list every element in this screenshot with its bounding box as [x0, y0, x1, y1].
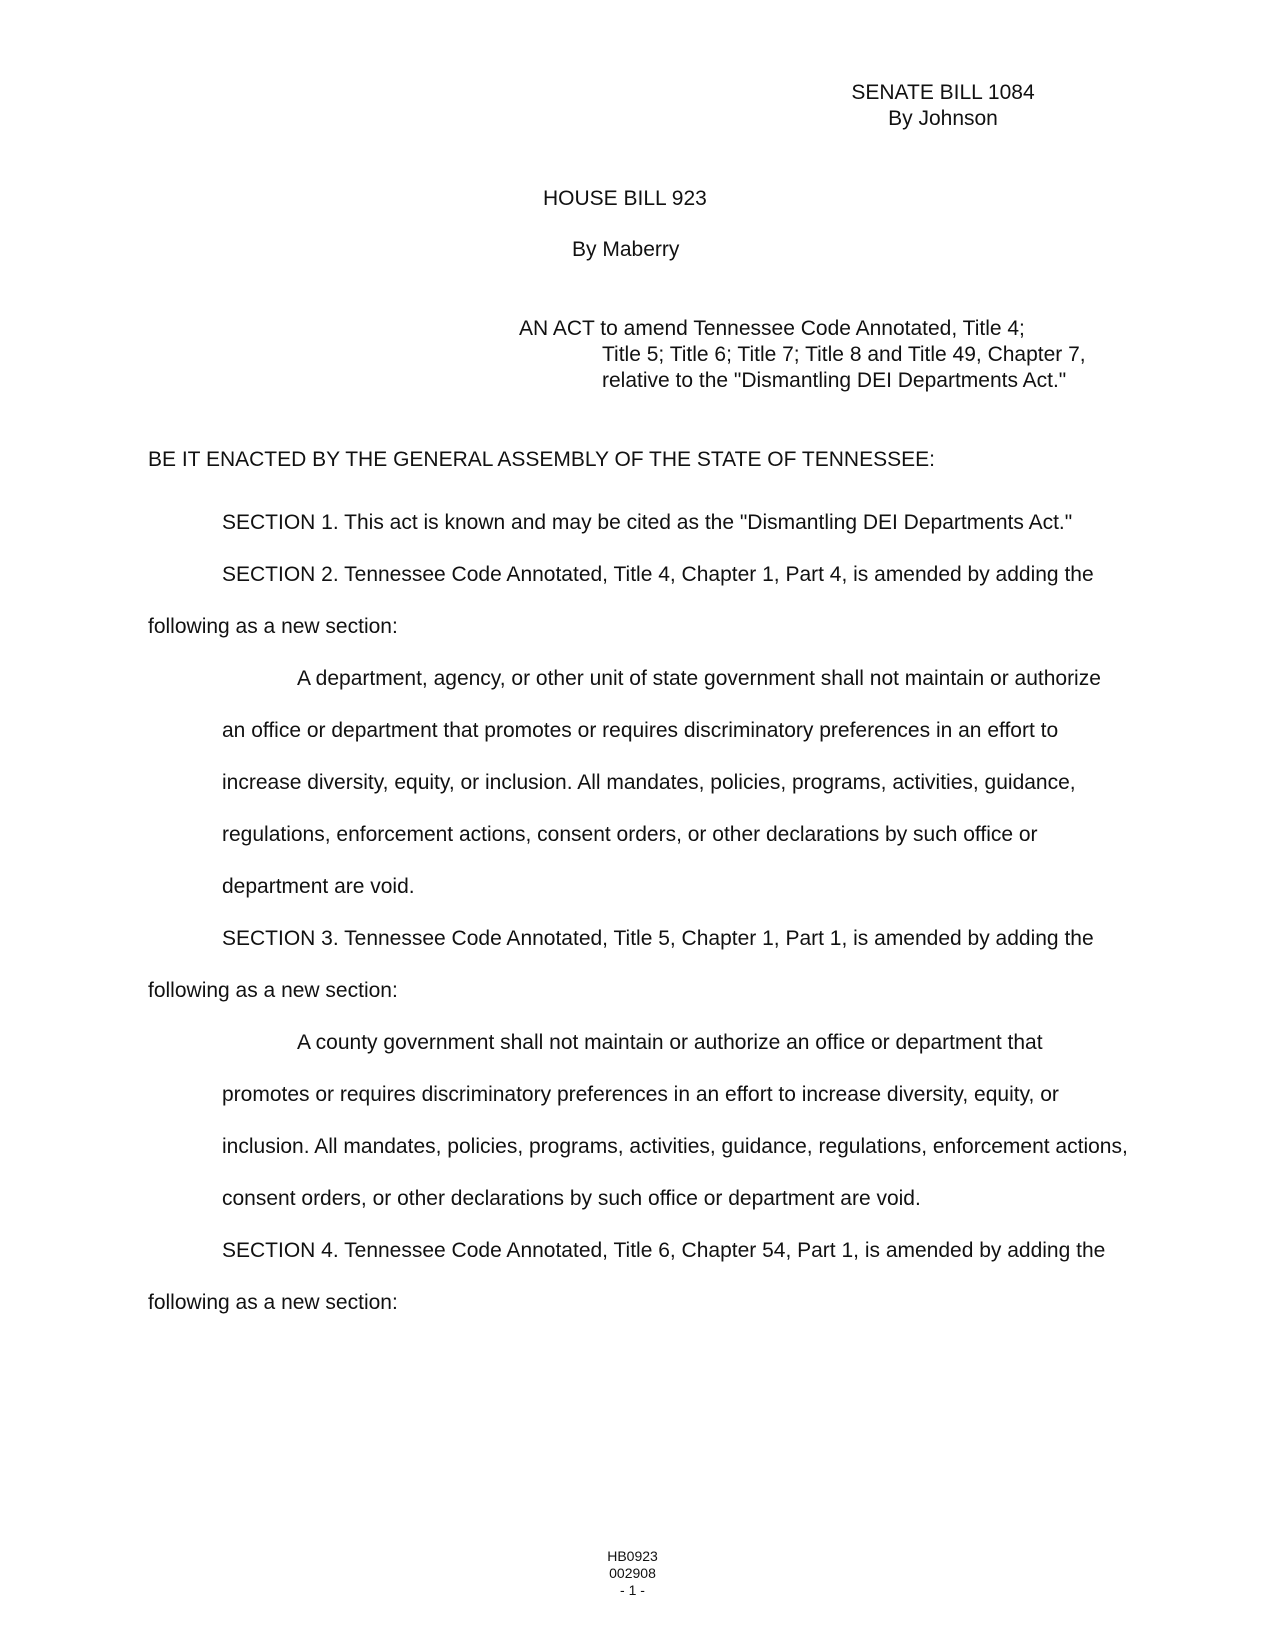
- senate-sponsor: By Johnson: [888, 107, 998, 130]
- footer-page-number: - 1 -: [620, 1582, 645, 1598]
- bill-caption: [519, 316, 1119, 394]
- footer-doc-number: 002908: [609, 1565, 656, 1581]
- footer-bill-code: HB0923: [607, 1548, 658, 1564]
- section-2-text: A department, agency, or other unit of state government shall not maintain or authorize an office or department that promotes or requires discriminatory preferences in an effort to increase diversity, equity, or inclusion. All mandates, policies, programs, activities, guidance, regulations, enforcement actions, consent orders, or other declarations by such office or department are void.: [222, 667, 1101, 898]
- section-4: SECTION 4. Tennessee Code Annotated, Title 6, Chapter 54, Part 1, is amended by adding the following as a new section:: [148, 1239, 1106, 1314]
- enacting-clause: BE IT ENACTED BY THE GENERAL ASSEMBLY OF THE STATE OF TENNESSEE:: [148, 448, 935, 471]
- bill-body: [148, 497, 1128, 1329]
- caption-continuation: Title 5; Title 6; Title 7; Title 8 and Title 49, Chapter 7, relative to the "Dismantling DEI Departments Act.": [602, 343, 1086, 392]
- house-sponsor: By Maberry: [572, 238, 680, 261]
- section-1: SECTION 1. This act is known and may be cited as the "Dismantling DEI Departments Act.": [222, 511, 1073, 534]
- house-bill-number: HOUSE BILL 923: [543, 187, 707, 210]
- section-3: SECTION 3. Tennessee Code Annotated, Title 5, Chapter 1, Part 1, is amended by adding the following as a new section:: [148, 927, 1094, 1002]
- section-2: SECTION 2. Tennessee Code Annotated, Title 4, Chapter 1, Part 4, is amended by adding the following as a new section:: [148, 563, 1094, 638]
- page-footer: [0, 1548, 1265, 1599]
- senate-bill-header: [838, 80, 1048, 132]
- section-3-text: A county government shall not maintain or authorize an office or department that promotes or requires discriminatory preferences in an effort to increase diversity, equity, or inclusion. All mandates, policies, programs, activities, guidance, regulations, enforcement actions, consent orders, or other declarations by such office or department are void.: [222, 1031, 1128, 1210]
- senate-bill-number: SENATE BILL 1084: [851, 81, 1035, 104]
- caption-first-line: AN ACT to amend Tennessee Code Annotated, Title 4;: [519, 317, 1025, 340]
